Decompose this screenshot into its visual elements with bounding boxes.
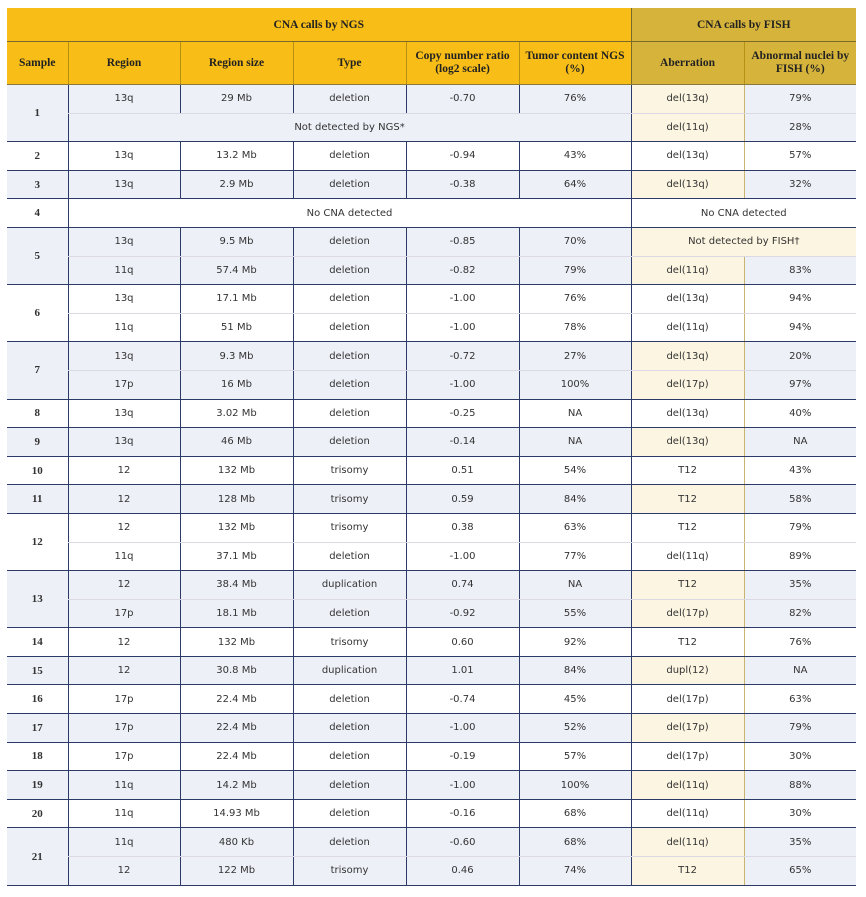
region-size-cell: 132 Mb	[180, 513, 293, 542]
aberration-cell: del(11q)	[631, 799, 744, 828]
region-size-cell: 16 Mb	[180, 370, 293, 399]
aberration-cell: del(17p)	[631, 370, 744, 399]
region-cell: 17p	[68, 714, 180, 743]
tumor-content-cell: 64%	[519, 170, 631, 199]
region-cell: 11q	[68, 256, 180, 285]
sample-cell: 16	[7, 685, 68, 714]
copy-number-ratio-cell: 0.46	[406, 857, 519, 886]
type-cell: trisomy	[293, 857, 406, 886]
copy-number-ratio-cell: -0.19	[406, 742, 519, 771]
table-row	[7, 227, 856, 256]
region-size-cell: 132 Mb	[180, 628, 293, 657]
abnormal-nuclei-cell: 32%	[744, 170, 856, 199]
tumor-content-cell: 92%	[519, 628, 631, 657]
abnormal-nuclei-cell: 40%	[744, 399, 856, 428]
type-cell: deletion	[293, 828, 406, 857]
table-row	[7, 513, 856, 542]
fish-note-cell: No CNA detected	[631, 199, 856, 228]
tumor-content-cell: NA	[519, 428, 631, 457]
abnormal-nuclei-cell: 58%	[744, 485, 856, 514]
sample-cell: 12	[7, 513, 68, 570]
region-size-cell: 37.1 Mb	[180, 542, 293, 571]
region-size-cell: 22.4 Mb	[180, 742, 293, 771]
table-row	[7, 370, 856, 399]
copy-number-ratio-cell: -1.00	[406, 771, 519, 800]
copy-number-ratio-cell: -0.70	[406, 85, 519, 114]
region-cell: 12	[68, 485, 180, 514]
abnormal-nuclei-cell: 79%	[744, 714, 856, 743]
copy-number-ratio-cell: -0.72	[406, 342, 519, 371]
table-row	[7, 685, 856, 714]
abnormal-nuclei-cell: 82%	[744, 599, 856, 628]
column-header-type: Type	[293, 42, 406, 85]
sample-cell: 9	[7, 428, 68, 457]
sample-cell: 13	[7, 571, 68, 628]
region-size-cell: 18.1 Mb	[180, 599, 293, 628]
abnormal-nuclei-cell: 79%	[744, 85, 856, 114]
type-cell: deletion	[293, 428, 406, 457]
tumor-content-cell: 52%	[519, 714, 631, 743]
region-cell: 11q	[68, 828, 180, 857]
aberration-cell: del(17p)	[631, 742, 744, 771]
sample-cell: 20	[7, 799, 68, 828]
region-cell: 12	[68, 857, 180, 886]
column-header-region-size: Region size	[180, 42, 293, 85]
aberration-cell: del(17p)	[631, 599, 744, 628]
region-cell: 13q	[68, 428, 180, 457]
aberration-cell: del(13q)	[631, 285, 744, 314]
region-cell: 17p	[68, 742, 180, 771]
tumor-content-cell: 79%	[519, 256, 631, 285]
region-cell: 17p	[68, 370, 180, 399]
tumor-content-cell: 77%	[519, 542, 631, 571]
table-row	[7, 599, 856, 628]
sample-cell: 6	[7, 285, 68, 342]
region-size-cell: 13.2 Mb	[180, 142, 293, 171]
tumor-content-cell: 68%	[519, 828, 631, 857]
table-row	[7, 142, 856, 171]
aberration-cell: T12	[631, 857, 744, 886]
aberration-cell: T12	[631, 456, 744, 485]
sample-cell: 4	[7, 199, 68, 228]
type-cell: duplication	[293, 571, 406, 600]
region-cell: 13q	[68, 142, 180, 171]
abnormal-nuclei-cell: 30%	[744, 742, 856, 771]
tumor-content-cell: 27%	[519, 342, 631, 371]
aberration-cell: del(13q)	[631, 428, 744, 457]
type-cell: trisomy	[293, 513, 406, 542]
type-cell: deletion	[293, 227, 406, 256]
table-row	[7, 170, 856, 199]
region-cell: 12	[68, 456, 180, 485]
copy-number-ratio-cell: -1.00	[406, 370, 519, 399]
region-size-cell: 480 Kb	[180, 828, 293, 857]
copy-number-ratio-cell: -1.00	[406, 313, 519, 342]
copy-number-ratio-cell: -0.60	[406, 828, 519, 857]
region-size-cell: 128 Mb	[180, 485, 293, 514]
copy-number-ratio-cell: -0.14	[406, 428, 519, 457]
abnormal-nuclei-cell: 20%	[744, 342, 856, 371]
abnormal-nuclei-cell: 63%	[744, 685, 856, 714]
copy-number-ratio-cell: -0.38	[406, 170, 519, 199]
region-cell: 11q	[68, 771, 180, 800]
table-row	[7, 571, 856, 600]
region-size-cell: 38.4 Mb	[180, 571, 293, 600]
region-cell: 13q	[68, 399, 180, 428]
group-header-row	[7, 8, 856, 42]
type-cell: deletion	[293, 599, 406, 628]
aberration-cell: del(11q)	[631, 113, 744, 142]
abnormal-nuclei-cell: 97%	[744, 370, 856, 399]
aberration-cell: del(13q)	[631, 170, 744, 199]
sample-cell: 15	[7, 656, 68, 685]
table-row	[7, 857, 856, 886]
type-cell: deletion	[293, 85, 406, 114]
abnormal-nuclei-cell: 35%	[744, 571, 856, 600]
table-row	[7, 628, 856, 657]
aberration-cell: del(11q)	[631, 313, 744, 342]
region-cell: 13q	[68, 227, 180, 256]
abnormal-nuclei-cell: 94%	[744, 313, 856, 342]
abnormal-nuclei-cell: 30%	[744, 799, 856, 828]
copy-number-ratio-cell: -0.94	[406, 142, 519, 171]
column-header-row	[7, 42, 856, 85]
type-cell: deletion	[293, 771, 406, 800]
aberration-cell: dupl(12)	[631, 656, 744, 685]
region-cell: 11q	[68, 313, 180, 342]
tumor-content-cell: NA	[519, 571, 631, 600]
copy-number-ratio-cell: -0.74	[406, 685, 519, 714]
abnormal-nuclei-cell: 57%	[744, 142, 856, 171]
aberration-cell: del(17p)	[631, 685, 744, 714]
aberration-cell: del(11q)	[631, 256, 744, 285]
region-size-cell: 9.5 Mb	[180, 227, 293, 256]
aberration-cell: T12	[631, 571, 744, 600]
table-row	[7, 656, 856, 685]
region-size-cell: 46 Mb	[180, 428, 293, 457]
region-size-cell: 14.2 Mb	[180, 771, 293, 800]
abnormal-nuclei-cell: 88%	[744, 771, 856, 800]
region-cell: 13q	[68, 85, 180, 114]
copy-number-ratio-cell: 0.59	[406, 485, 519, 514]
aberration-cell: del(11q)	[631, 828, 744, 857]
table-row	[7, 85, 856, 114]
sample-cell: 7	[7, 342, 68, 399]
type-cell: deletion	[293, 399, 406, 428]
abnormal-nuclei-cell: 65%	[744, 857, 856, 886]
region-size-cell: 51 Mb	[180, 313, 293, 342]
table-row	[7, 285, 856, 314]
abnormal-nuclei-cell: 79%	[744, 513, 856, 542]
column-header-aberration: Aberration	[631, 42, 744, 85]
region-cell: 13q	[68, 342, 180, 371]
copy-number-ratio-cell: 0.74	[406, 571, 519, 600]
tumor-content-cell: 76%	[519, 85, 631, 114]
copy-number-ratio-cell: -1.00	[406, 714, 519, 743]
cna-table-container	[7, 8, 856, 886]
region-size-cell: 57.4 Mb	[180, 256, 293, 285]
abnormal-nuclei-cell: NA	[744, 656, 856, 685]
abnormal-nuclei-cell: NA	[744, 428, 856, 457]
tumor-content-cell: 100%	[519, 771, 631, 800]
abnormal-nuclei-cell: 35%	[744, 828, 856, 857]
copy-number-ratio-cell: -1.00	[406, 285, 519, 314]
sample-cell: 10	[7, 456, 68, 485]
column-header-tumor-content: Tumor content NGS (%)	[519, 42, 631, 85]
sample-cell: 3	[7, 170, 68, 199]
tumor-content-cell: 45%	[519, 685, 631, 714]
fish-note-cell: Not detected by FISH†	[631, 227, 856, 256]
table-row	[7, 113, 856, 142]
abnormal-nuclei-cell: 89%	[744, 542, 856, 571]
sample-cell: 17	[7, 714, 68, 743]
region-size-cell: 17.1 Mb	[180, 285, 293, 314]
copy-number-ratio-cell: 0.51	[406, 456, 519, 485]
aberration-cell: T12	[631, 485, 744, 514]
type-cell: deletion	[293, 714, 406, 743]
type-cell: deletion	[293, 542, 406, 571]
ngs-note-cell: Not detected by NGS*	[68, 113, 631, 142]
aberration-cell: T12	[631, 628, 744, 657]
table-row	[7, 742, 856, 771]
type-cell: deletion	[293, 742, 406, 771]
tumor-content-cell: 54%	[519, 456, 631, 485]
tumor-content-cell: 74%	[519, 857, 631, 886]
ngs-note-cell: No CNA detected	[68, 199, 631, 228]
tumor-content-cell: 78%	[519, 313, 631, 342]
region-size-cell: 22.4 Mb	[180, 685, 293, 714]
sample-cell: 2	[7, 142, 68, 171]
type-cell: duplication	[293, 656, 406, 685]
copy-number-ratio-cell: 0.60	[406, 628, 519, 657]
table-row	[7, 828, 856, 857]
region-cell: 17p	[68, 599, 180, 628]
aberration-cell: del(11q)	[631, 542, 744, 571]
copy-number-ratio-cell: -0.85	[406, 227, 519, 256]
column-header-region: Region	[68, 42, 180, 85]
column-header-copy-number-ratio: Copy number ratio (log2 scale)	[406, 42, 519, 85]
table-body	[7, 85, 856, 886]
aberration-cell: del(17p)	[631, 714, 744, 743]
copy-number-ratio-cell: -1.00	[406, 542, 519, 571]
region-size-cell: 132 Mb	[180, 456, 293, 485]
tumor-content-cell: 63%	[519, 513, 631, 542]
tumor-content-cell: 43%	[519, 142, 631, 171]
aberration-cell: T12	[631, 513, 744, 542]
type-cell: deletion	[293, 685, 406, 714]
table-row	[7, 456, 856, 485]
tumor-content-cell: NA	[519, 399, 631, 428]
ngs-group-header: CNA calls by NGS	[7, 8, 631, 42]
aberration-cell: del(13q)	[631, 399, 744, 428]
sample-cell: 8	[7, 399, 68, 428]
tumor-content-cell: 57%	[519, 742, 631, 771]
region-size-cell: 22.4 Mb	[180, 714, 293, 743]
region-cell: 12	[68, 628, 180, 657]
tumor-content-cell: 84%	[519, 485, 631, 514]
region-size-cell: 3.02 Mb	[180, 399, 293, 428]
type-cell: deletion	[293, 256, 406, 285]
type-cell: deletion	[293, 285, 406, 314]
abnormal-nuclei-cell: 94%	[744, 285, 856, 314]
cna-comparison-table	[7, 8, 856, 886]
tumor-content-cell: 84%	[519, 656, 631, 685]
sample-cell: 5	[7, 227, 68, 284]
region-size-cell: 29 Mb	[180, 85, 293, 114]
region-cell: 11q	[68, 542, 180, 571]
column-header-abnormal-nuclei: Abnormal nuclei by FISH (%)	[744, 42, 856, 85]
type-cell: deletion	[293, 370, 406, 399]
region-size-cell: 30.8 Mb	[180, 656, 293, 685]
region-cell: 11q	[68, 799, 180, 828]
copy-number-ratio-cell: -0.92	[406, 599, 519, 628]
region-size-cell: 122 Mb	[180, 857, 293, 886]
table-row	[7, 542, 856, 571]
type-cell: trisomy	[293, 456, 406, 485]
region-size-cell: 9.3 Mb	[180, 342, 293, 371]
sample-cell: 14	[7, 628, 68, 657]
table-row	[7, 313, 856, 342]
table-row	[7, 485, 856, 514]
tumor-content-cell: 100%	[519, 370, 631, 399]
region-size-cell: 2.9 Mb	[180, 170, 293, 199]
sample-cell: 21	[7, 828, 68, 885]
region-cell: 12	[68, 656, 180, 685]
copy-number-ratio-cell: -0.82	[406, 256, 519, 285]
copy-number-ratio-cell: 0.38	[406, 513, 519, 542]
table-row	[7, 771, 856, 800]
abnormal-nuclei-cell: 76%	[744, 628, 856, 657]
abnormal-nuclei-cell: 28%	[744, 113, 856, 142]
region-size-cell: 14.93 Mb	[180, 799, 293, 828]
aberration-cell: del(13q)	[631, 85, 744, 114]
type-cell: deletion	[293, 142, 406, 171]
table-row	[7, 342, 856, 371]
copy-number-ratio-cell: 1.01	[406, 656, 519, 685]
tumor-content-cell: 70%	[519, 227, 631, 256]
sample-cell: 18	[7, 742, 68, 771]
type-cell: trisomy	[293, 628, 406, 657]
table-row	[7, 799, 856, 828]
type-cell: trisomy	[293, 485, 406, 514]
abnormal-nuclei-cell: 83%	[744, 256, 856, 285]
region-cell: 13q	[68, 170, 180, 199]
sample-cell: 11	[7, 485, 68, 514]
table-row	[7, 428, 856, 457]
region-cell: 12	[68, 513, 180, 542]
table-row	[7, 199, 856, 228]
type-cell: deletion	[293, 342, 406, 371]
tumor-content-cell: 68%	[519, 799, 631, 828]
copy-number-ratio-cell: -0.25	[406, 399, 519, 428]
abnormal-nuclei-cell: 43%	[744, 456, 856, 485]
sample-cell: 19	[7, 771, 68, 800]
type-cell: deletion	[293, 799, 406, 828]
region-cell: 12	[68, 571, 180, 600]
table-row	[7, 399, 856, 428]
sample-cell: 1	[7, 85, 68, 142]
table-row	[7, 714, 856, 743]
tumor-content-cell: 76%	[519, 285, 631, 314]
table-row	[7, 256, 856, 285]
region-cell: 17p	[68, 685, 180, 714]
copy-number-ratio-cell: -0.16	[406, 799, 519, 828]
tumor-content-cell: 55%	[519, 599, 631, 628]
fish-group-header: CNA calls by FISH	[631, 8, 856, 42]
column-header-sample: Sample	[7, 42, 68, 85]
region-cell: 13q	[68, 285, 180, 314]
aberration-cell: del(13q)	[631, 142, 744, 171]
aberration-cell: del(13q)	[631, 342, 744, 371]
aberration-cell: del(11q)	[631, 771, 744, 800]
type-cell: deletion	[293, 313, 406, 342]
type-cell: deletion	[293, 170, 406, 199]
